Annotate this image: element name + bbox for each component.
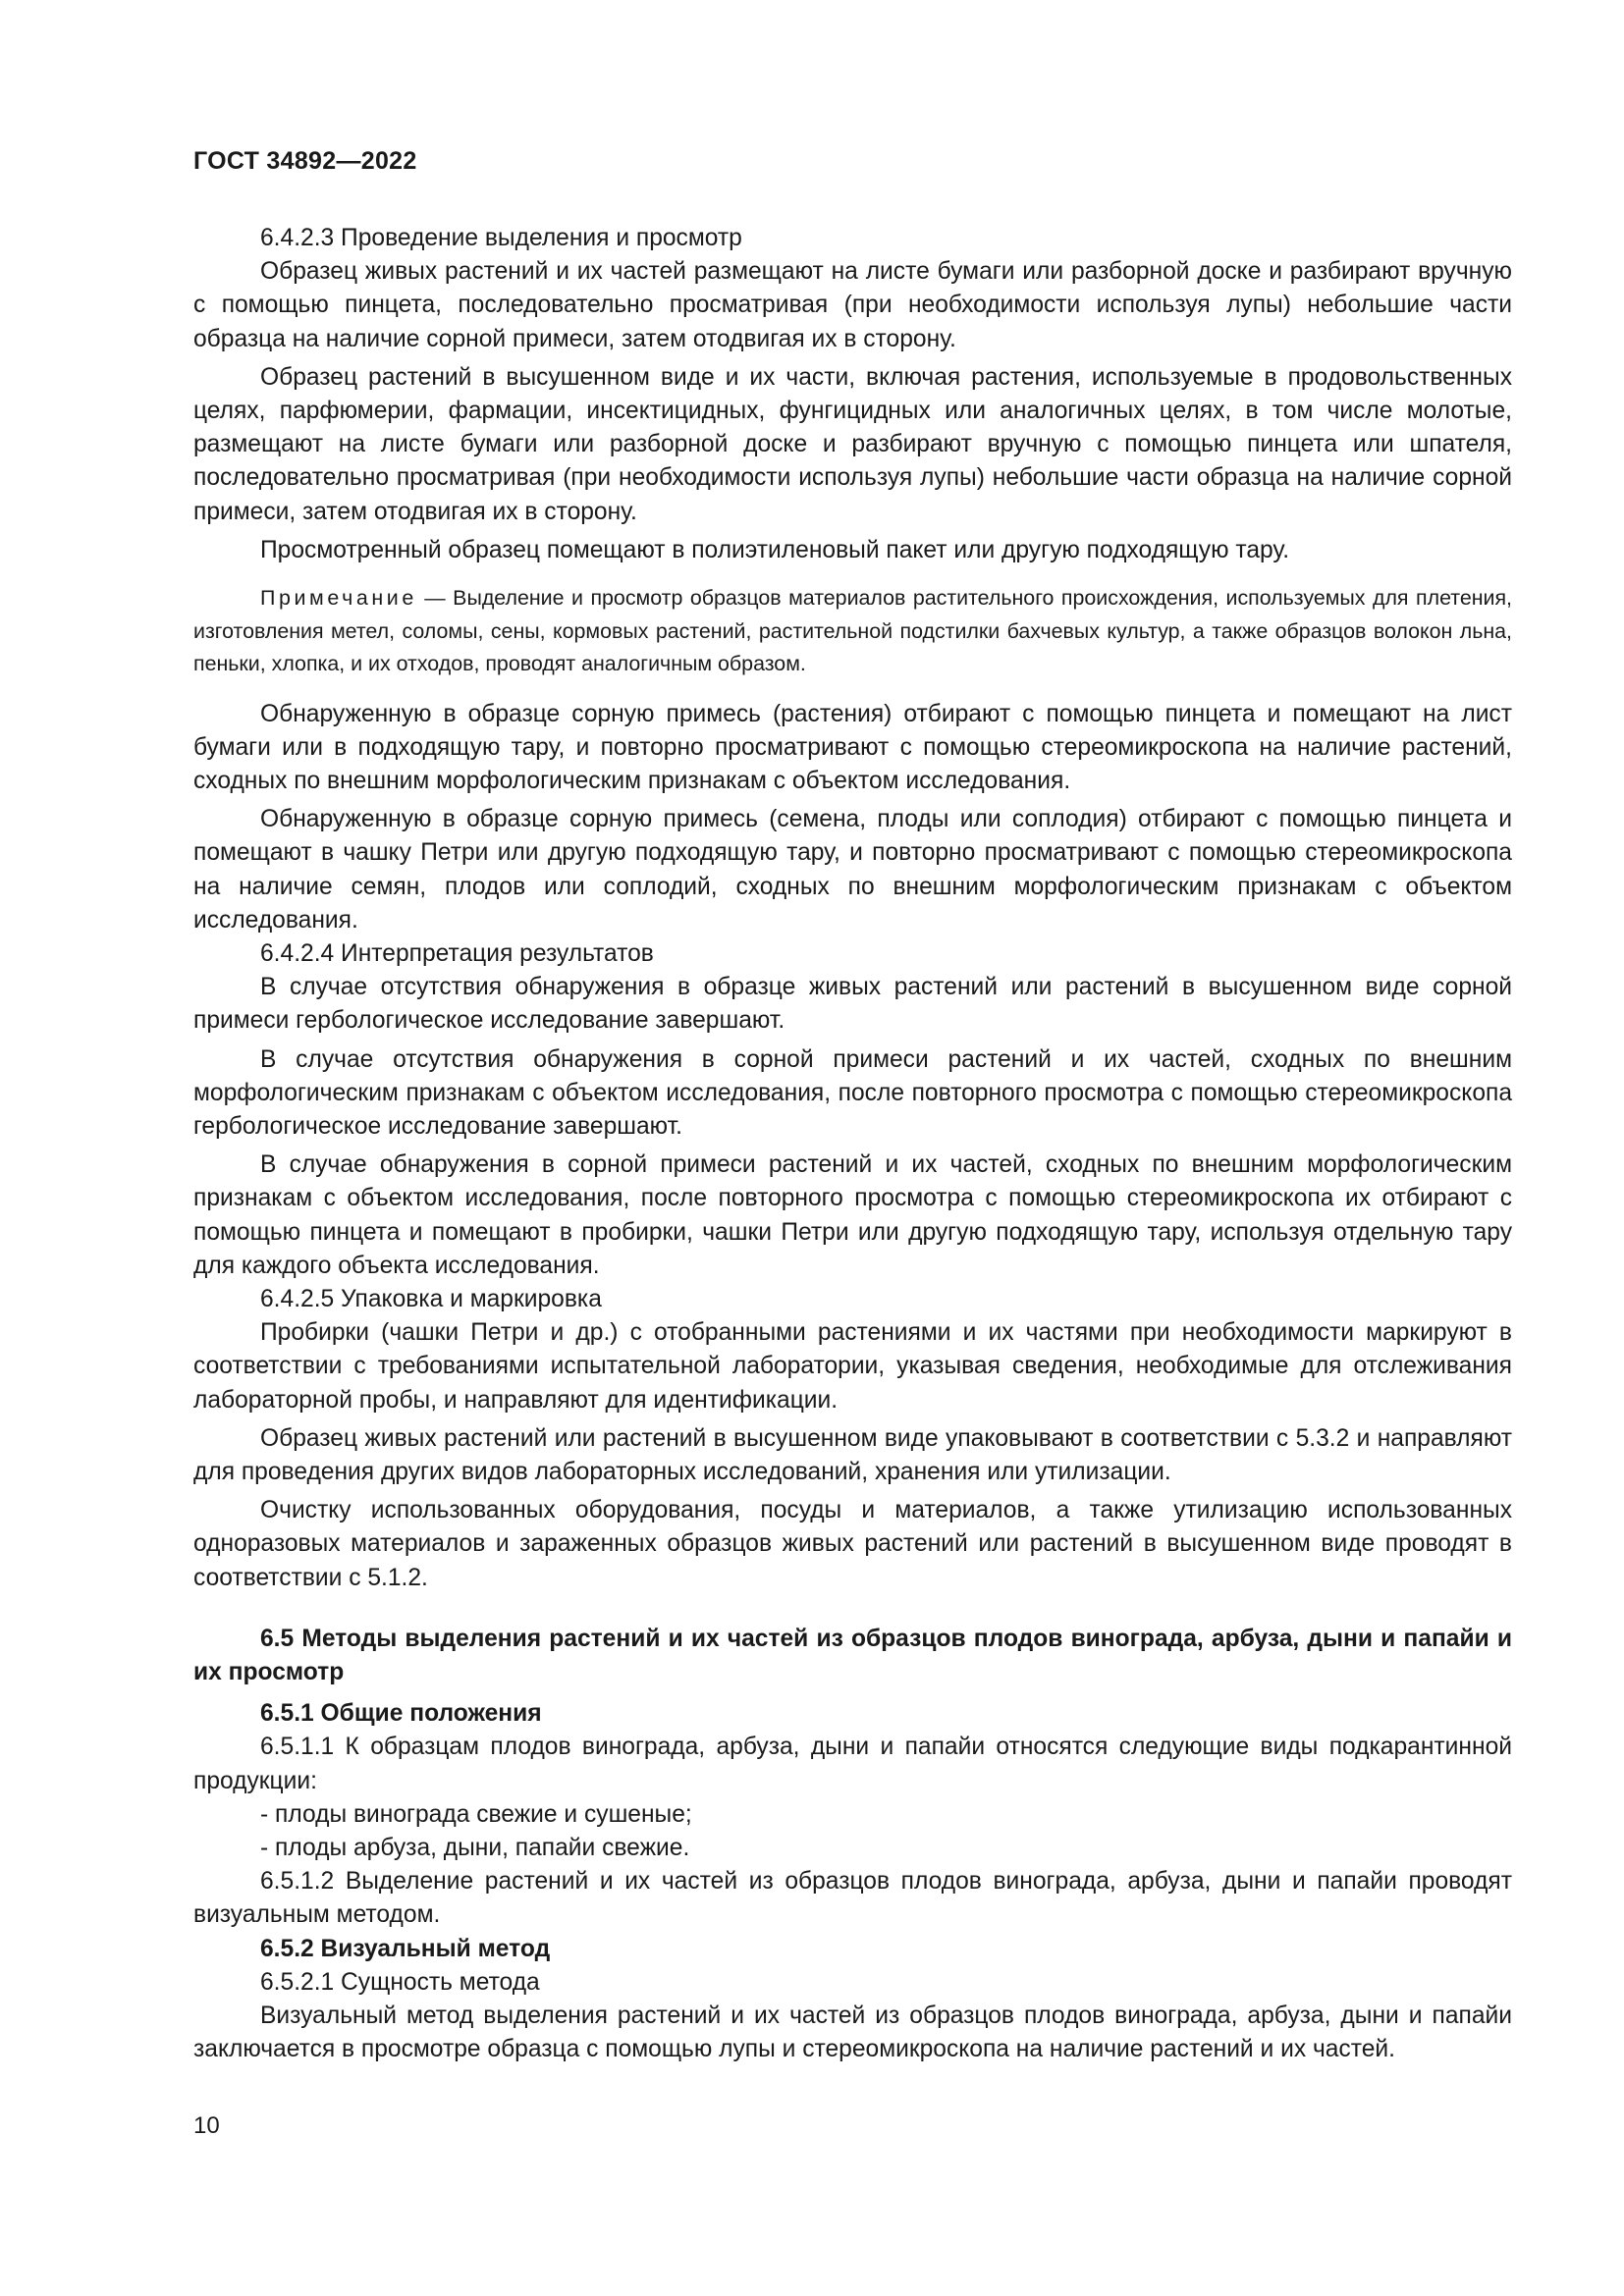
paragraph: Просмотренный образец помещают в полиэтиленовый пакет или другую подходящую тару. [260, 536, 1290, 563]
note-label: Примечание [260, 586, 417, 611]
paragraph: Обнаруженную в образце сорную примесь (растения) отбирают с помощью пинцета и помещают на лист бумаги или в подходящую тару, и повторно просматривают с помощью стереомикроскопа на наличие растений, сходных по внешним морфологическим признакам с объектом исследования. [193, 700, 1512, 794]
note [193, 582, 1512, 681]
paragraph: 6.5.1.1 К образцам плодов винограда, арбуза, дыни и папайи относятся следующие виды подкарантинной продукции: [193, 1734, 1512, 1794]
subsection-title-6-5-1: 6.5.1 Общие положения [260, 1700, 542, 1728]
paragraph: В случае обнаружения в сорной примеси растений и их частей, сходных по внешним морфологическим признакам с объектом исследования, после повторного просмотра с помощью стереомикроскопа их отбирают с помощью пинцета и помещают в пробирки, чашки Петри или другую подходящую тару, используя отдельную тару для каждого объекта исследования. [193, 1151, 1512, 1279]
list-item: - плоды арбуза, дыни, папайи свежие. [260, 1835, 690, 1862]
paragraph: Визуальный метод выделения растений и их частей из образцов плодов винограда, арбуза, дыни и папайи заключается в просмотре образца с помощью лупы и стереомикроскопа на наличие растений и их частей. [193, 2002, 1512, 2063]
paragraph: Образец живых растений и их частей размещают на листе бумаги или разборной доске и разбирают вручную с помощью пинцета, последовательно просматривая (при необходимости используя лупы) небольшие части образца на наличие сорной примеси, затем отодвигая их в сторону. [193, 258, 1512, 352]
paragraph: 6.5.1.2 Выделение растений и их частей из образцов плодов винограда, арбуза, дыни и папайи проводят визуальным методом. [193, 1868, 1512, 1929]
paragraph: Образец живых растений или растений в высушенном виде упаковывают в соответствии с 5.3.2 и направляют для проведения других видов лабораторных исследований, хранения или утилизации. [193, 1424, 1512, 1485]
paragraph: В случае отсутствия обнаружения в образце живых растений или растений в высушенном виде сорной примеси гербологическое исследование завершают. [193, 974, 1512, 1035]
heading-6521: 6.5.2.1 Сущность метода [260, 1968, 540, 1996]
paragraph: Образец растений в высушенном виде и их части, включая растения, используемые в продовольственных целях, парфюмерии, фармации, инсектицидных, фунгицидных или аналогичных целях, в том числе молотые, размещают на листе бумаги или разборной доске и разбирают вручную с помощью пинцета или шпателя, последовательно просматривая (при необходимости используя лупы) небольшие части образца на наличие сорной примеси, затем отодвигая их в сторону. [193, 363, 1512, 525]
paragraph: Обнаруженную в образце сорную примесь (семена, плоды или соплодия) отбирают с помощью пинцета и помещают в чашку Петри или другую подходящую тару, и повторно просматривают с помощью стереомикроскопа на наличие семян, плодов или соплодий, сходных по внешним морфологическим признакам с объектом исследования. [193, 806, 1512, 934]
heading-6423: 6.4.2.3 Проведение выделения и просмотр [260, 225, 742, 251]
paragraph: В случае отсутствия обнаружения в сорной примеси растений и их частей, сходных по внешним морфологическим признакам с объектом исследования, после повторного просмотра с помощью стереомикроскопа гербологическое исследование завершают. [193, 1045, 1512, 1140]
heading-6424: 6.4.2.4 Интерпретация результатов [260, 939, 654, 967]
note-text: — Выделение и просмотр образцов материалов растительного происхождения, используемых для плетения, изготовления метел, соломы, сены, кормовых растений, растительной подстилки бахчевых культур, а также образцов волокон льна, пеньки, хлопка, и их отходов, проводят аналогичным образом. [193, 586, 1512, 676]
paragraph: Очистку использованных оборудования, посуды и материалов, а также утилизацию использованных одноразовых материалов и зараженных образцов живых растений или растений в высушенном виде проводят в соответствии с 5.1.2. [193, 1497, 1512, 1591]
paragraph: Пробирки (чашки Петри и др.) с отобранными растениями и их частями при необходимости маркируют в соответствии с требованиями испытательной лаборатории, указывая сведения, необходимые для отслеживания лабораторной пробы, и направляют для идентификации. [193, 1319, 1512, 1414]
document-header: ГОСТ 34892—2022 [193, 147, 417, 175]
document-body [193, 222, 1512, 2066]
section-title-6-5: 6.5 Методы выделения растений и их частей из образцов плодов винограда, арбуза, дыни и папайи и их просмотр [193, 1625, 1512, 1686]
subsection-title-6-5-2: 6.5.2 Визуальный метод [260, 1935, 551, 1962]
heading-6425: 6.4.2.5 Упаковка и маркировка [260, 1285, 602, 1312]
list-item: - плоды винограда свежие и сушеные; [260, 1800, 692, 1828]
page-number: 10 [193, 2112, 220, 2139]
